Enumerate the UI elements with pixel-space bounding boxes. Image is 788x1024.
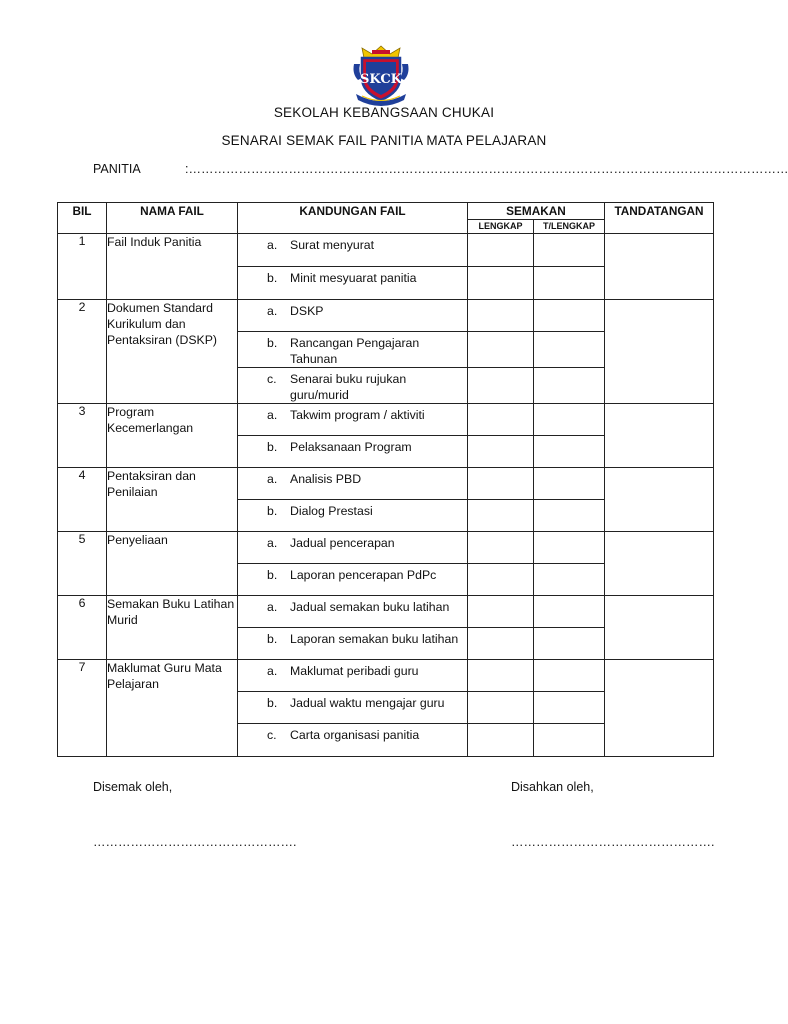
t-lengkap-cell[interactable] [534, 564, 605, 596]
lengkap-cell[interactable] [468, 628, 534, 660]
checked-by-signature-line: …………………………………………. [93, 835, 297, 849]
lengkap-cell[interactable] [468, 368, 534, 404]
t-lengkap-cell[interactable] [534, 234, 605, 267]
signature-cell[interactable] [605, 234, 714, 300]
content-item: a. Jadual semakan buku latihan [267, 600, 450, 614]
content-item: a. Surat menyurat [267, 238, 375, 252]
t-lengkap-cell[interactable] [534, 267, 605, 300]
file-name: Program Kecemerlangan [107, 404, 238, 468]
lengkap-cell[interactable] [468, 500, 534, 532]
t-lengkap-cell[interactable] [534, 436, 605, 468]
signature-cell[interactable] [605, 300, 714, 404]
logo-text: SKCK [360, 72, 402, 87]
file-name: Fail Induk Panitia [107, 234, 238, 300]
t-lengkap-cell[interactable] [534, 300, 605, 332]
content-item: c. Carta organisasi panitia [267, 728, 420, 742]
signature-cell[interactable] [605, 404, 714, 468]
lengkap-cell[interactable] [468, 596, 534, 628]
header-tandatangan: TANDATANGAN [605, 203, 714, 234]
file-name: Pentaksiran dan Penilaian [107, 468, 238, 532]
checked-by-label: Disemak oleh, [93, 780, 173, 794]
content-item: c. Senarai buku rujukan guru/murid [267, 372, 407, 402]
header-semakan: SEMAKAN [468, 203, 605, 220]
t-lengkap-cell[interactable] [534, 404, 605, 436]
lengkap-cell[interactable] [468, 332, 534, 368]
signature-cell[interactable] [605, 532, 714, 596]
table-row [58, 234, 714, 267]
lengkap-cell[interactable] [468, 436, 534, 468]
file-name: Semakan Buku Latihan Murid [107, 596, 238, 660]
table-row [58, 468, 714, 500]
row-number: 7 [58, 660, 107, 757]
signature-cell[interactable] [605, 468, 714, 532]
content-item: a. Takwim program / aktiviti [267, 408, 425, 422]
signature-cell[interactable] [605, 596, 714, 660]
lengkap-cell[interactable] [468, 468, 534, 500]
lengkap-cell[interactable] [468, 692, 534, 724]
content-item: a. Jadual pencerapan [267, 536, 395, 550]
lengkap-cell[interactable] [468, 300, 534, 332]
content-item: b. Dialog Prestasi [267, 504, 373, 518]
header-bil: BIL [58, 203, 107, 234]
content-item: b. Pelaksanaan Program [267, 440, 412, 454]
row-number: 6 [58, 596, 107, 660]
t-lengkap-cell[interactable] [534, 468, 605, 500]
lengkap-cell[interactable] [468, 267, 534, 300]
file-name: Penyeliaan [107, 532, 238, 596]
school-crest-logo [352, 44, 410, 106]
t-lengkap-cell[interactable] [534, 332, 605, 368]
t-lengkap-cell[interactable] [534, 500, 605, 532]
header-t-lengkap: T/LENGKAP [534, 220, 605, 234]
content-item: a. Maklumat peribadi guru [267, 664, 419, 678]
content-item: b. Minit mesyuarat panitia [267, 271, 417, 285]
panitia-label: PANITIA [93, 162, 141, 176]
document-title: SENARAI SEMAK FAIL PANITIA MATA PELAJARAN [221, 133, 547, 148]
t-lengkap-cell[interactable] [534, 628, 605, 660]
lengkap-cell[interactable] [468, 564, 534, 596]
row-number: 5 [58, 532, 107, 596]
school-name: SEKOLAH KEBANGSAAN CHUKAI [273, 105, 495, 120]
table-row [58, 404, 714, 436]
lengkap-cell[interactable] [468, 404, 534, 436]
panitia-field [93, 162, 788, 180]
content-item: a. Analisis PBD [267, 472, 362, 486]
t-lengkap-cell[interactable] [534, 660, 605, 692]
lengkap-cell[interactable] [468, 724, 534, 757]
t-lengkap-cell[interactable] [534, 596, 605, 628]
header-lengkap: LENGKAP [468, 220, 534, 234]
t-lengkap-cell[interactable] [534, 532, 605, 564]
table-row [58, 300, 714, 332]
t-lengkap-cell[interactable] [534, 692, 605, 724]
row-number: 4 [58, 468, 107, 532]
panitia-fill-line: :……………………………………………………………………………………………………………………………… [185, 162, 788, 176]
header-nama-fail: NAMA FAIL [107, 203, 238, 234]
lengkap-cell[interactable] [468, 532, 534, 564]
content-item: b. Jadual waktu mengajar guru [267, 696, 445, 710]
content-item: b. Rancangan Pengajaran Tahunan [267, 336, 420, 366]
table-row [58, 660, 714, 692]
signature-cell[interactable] [605, 660, 714, 757]
file-name: Dokumen Standard Kurikulum dan Pentaksiran (DSKP) [107, 300, 238, 404]
header-kandungan-fail: KANDUNGAN FAIL [238, 203, 468, 234]
row-number: 2 [58, 300, 107, 404]
lengkap-cell[interactable] [468, 660, 534, 692]
t-lengkap-cell[interactable] [534, 724, 605, 757]
approved-by-signature-line: …………………………………………. [511, 835, 715, 849]
approved-by-label: Disahkan oleh, [511, 780, 594, 794]
content-item: b. Laporan semakan buku latihan [267, 632, 459, 646]
table-row [58, 596, 714, 628]
t-lengkap-cell[interactable] [534, 368, 605, 404]
lengkap-cell[interactable] [468, 234, 534, 267]
table-row [58, 532, 714, 564]
row-number: 3 [58, 404, 107, 468]
checklist-table [57, 202, 714, 757]
content-item: a. DSKP [267, 304, 324, 318]
file-name: Maklumat Guru Mata Pelajaran [107, 660, 238, 757]
content-item: b. Laporan pencerapan PdPc [267, 568, 437, 582]
row-number: 1 [58, 234, 107, 300]
